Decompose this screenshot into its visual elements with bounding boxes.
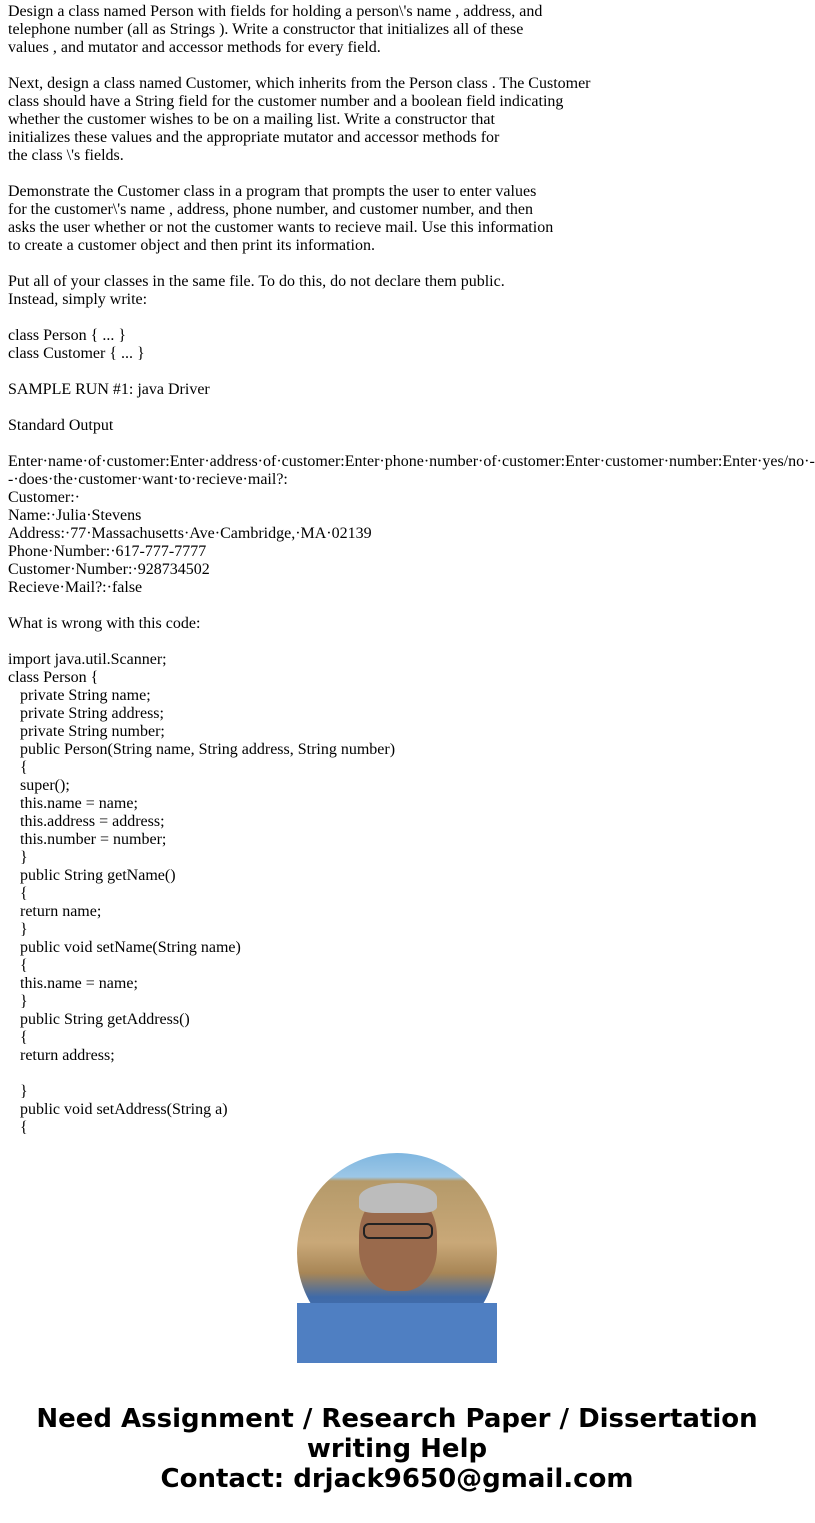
text-line: public void setName(String name) xyxy=(8,939,241,956)
text-line xyxy=(8,363,798,381)
text-line: class Person { ... } xyxy=(8,327,127,344)
promo-line-2: writing Help xyxy=(306,1434,488,1464)
text-line: Design a class named Person with fields for holding a person\'s name , address, and xyxy=(8,3,543,20)
text-line: Demonstrate the Customer class in a program that prompts the user to enter values xyxy=(8,183,537,200)
text-line: Customer:· xyxy=(8,489,80,506)
text-line xyxy=(8,597,798,615)
text-line xyxy=(8,435,798,453)
text-line: this.name = name; xyxy=(8,975,138,992)
text-line: Standard Output xyxy=(8,417,114,434)
text-line: return name; xyxy=(8,903,102,920)
text-line: public String getName() xyxy=(8,867,176,884)
text-line: } xyxy=(8,849,28,866)
text-line: class Person { xyxy=(8,669,99,686)
promo-line-1: Need Assignment / Research Paper / Dissertation xyxy=(36,1404,758,1434)
text-line: Put all of your classes in the same file. To do this, do not declare them public. xyxy=(8,273,505,290)
text-line: for the customer\'s name , address, phone number, and customer number, and then xyxy=(8,201,534,218)
text-line: private String name; xyxy=(8,687,151,704)
text-line: } xyxy=(8,921,28,938)
text-line xyxy=(8,57,798,75)
text-line: } xyxy=(8,1083,28,1100)
text-line: class Customer { ... } xyxy=(8,345,145,362)
text-line xyxy=(8,165,798,183)
text-line: Customer·Number:·928734502 xyxy=(8,561,210,578)
text-line: private String number; xyxy=(8,723,165,740)
text-line xyxy=(8,309,798,327)
text-line: asks the user whether or not the customer wants to recieve mail. Use this information xyxy=(8,219,554,236)
text-line: telephone number (all as Strings ). Write a constructor that initializes all of these xyxy=(8,21,524,38)
text-line: values , and mutator and accessor methods for every field. xyxy=(8,39,381,56)
text-line: whether the customer wishes to be on a mailing list. Write a constructor that xyxy=(8,111,495,128)
text-line: { xyxy=(8,759,28,776)
text-line: this.address = address; xyxy=(8,813,165,830)
text-line: { xyxy=(8,1119,28,1136)
text-line: Instead, simply write: xyxy=(8,291,148,308)
text-line: public Person(String name, String address, String number) xyxy=(8,741,396,758)
text-line: } xyxy=(8,993,28,1010)
text-line: public String getAddress() xyxy=(8,1011,190,1028)
text-line: this.name = name; xyxy=(8,795,138,812)
text-line: Enter·name·of·customer:Enter·address·of·customer:Enter·phone·number·of·customer:Enter·customer·number:Enter·yes/no·- xyxy=(8,453,815,470)
text-line: -·does·the·customer·want·to·recieve·mail?: xyxy=(8,471,288,488)
text-line: { xyxy=(8,957,28,974)
text-line: the class \'s fields. xyxy=(8,147,124,164)
text-line: private String address; xyxy=(8,705,164,722)
text-line: Next, design a class named Customer, which inherits from the Person class . The Customer xyxy=(8,75,591,92)
text-line: Address:·77·Massachusetts·Ave·Cambridge,·MA·02139 xyxy=(8,525,372,542)
text-line: SAMPLE RUN #1: java Driver xyxy=(8,381,210,398)
text-line: this.number = number; xyxy=(8,831,167,848)
text-line: return address; xyxy=(8,1047,115,1064)
text-line: public void setAddress(String a) xyxy=(8,1101,228,1118)
text-line: { xyxy=(8,1029,28,1046)
tutor-avatar-photo xyxy=(297,1153,497,1353)
text-line: to create a customer object and then print its information. xyxy=(8,237,375,254)
question-text xyxy=(8,3,815,1136)
promo-contact: Contact: drjack9650@gmail.com xyxy=(160,1464,634,1494)
text-line: import java.util.Scanner; xyxy=(8,651,167,668)
text-line: What is wrong with this code: xyxy=(8,615,201,632)
text-line xyxy=(8,1065,798,1083)
text-line: { xyxy=(8,885,28,902)
text-line: Phone·Number:·617-777-7777 xyxy=(8,543,207,560)
text-line xyxy=(8,633,798,651)
text-line xyxy=(8,399,798,417)
text-line: Name:·Julia·Stevens xyxy=(8,507,142,524)
text-line xyxy=(8,255,798,273)
text-line: Recieve·Mail?:·false xyxy=(8,579,143,596)
hair xyxy=(359,1183,437,1213)
text-line: super(); xyxy=(8,777,70,794)
text-line: class should have a String field for the customer number and a boolean field indicating xyxy=(8,93,564,110)
shirt xyxy=(297,1303,497,1363)
text-line: initializes these values and the appropriate mutator and accessor methods for xyxy=(8,129,500,146)
glasses xyxy=(363,1223,433,1239)
